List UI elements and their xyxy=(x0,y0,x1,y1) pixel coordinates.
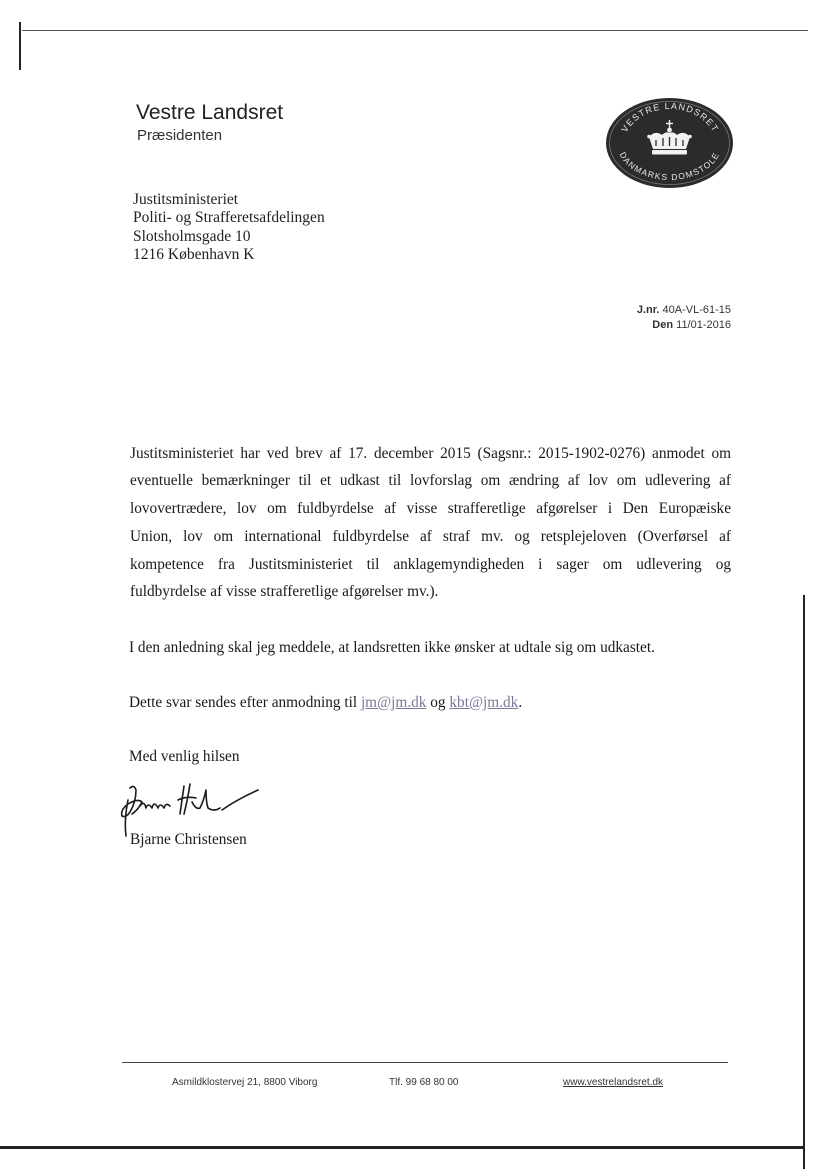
closing-greeting: Med venlig hilsen xyxy=(129,748,240,765)
email-link-kbt[interactable]: kbt@jm.dk xyxy=(449,694,519,711)
body-paragraph-1-line-4: Union, lov om international fuldbyrdelse af straf mv. og retsplejeloven (Overførsel af xyxy=(130,528,731,545)
journal-number-label: J.nr. xyxy=(636,304,660,316)
court-name: Vestre Landsret xyxy=(136,101,284,124)
recipient-line-2: Politi- og Strafferetsafdelingen xyxy=(133,209,325,226)
body-paragraph-1-line-2: eventuelle bemærkninger til et udkast til lovforslag om ændring af lov om udlevering af xyxy=(130,472,731,489)
seal-top-text: VESTRE LANDSRET xyxy=(619,100,721,134)
body-paragraph-2: I den anledning skal jeg meddele, at landsretten ikke ønsker at udtale sig om udkastet. xyxy=(129,639,655,656)
scan-edge-right xyxy=(803,595,805,1169)
footer-divider xyxy=(122,1062,728,1063)
recipient-line-3: Slotsholmsgade 10 xyxy=(133,228,251,245)
footer-website-link[interactable]: www.vestrelandsret.dk xyxy=(563,1077,664,1088)
journal-number xyxy=(637,304,731,316)
footer-phone: Tlf. 99 68 80 00 xyxy=(389,1077,459,1088)
letter-date xyxy=(652,319,731,331)
paragraph-3-prefix: Dette svar sendes efter anmodning til xyxy=(129,694,358,711)
court-seal xyxy=(605,97,734,189)
journal-number-value: 40A-VL-61-15 xyxy=(662,304,731,316)
body-paragraph-1-line-6: fuldbyrdelse af visse strafferetlige afgørelser mv.). xyxy=(130,583,439,600)
paragraph-3-suffix: . xyxy=(518,694,523,711)
body-paragraph-3 xyxy=(129,694,522,712)
email-link-jm[interactable]: jm@jm.dk xyxy=(360,694,427,711)
letter-date-value: 11/01-2016 xyxy=(676,319,731,331)
seal-bottom-text: DANMARKS DOMSTOLE xyxy=(617,150,722,183)
seal-graphic xyxy=(605,97,734,189)
scan-edge-bottom xyxy=(0,1146,805,1149)
scan-edge-top xyxy=(22,30,808,31)
body-paragraph-1-line-1: Justitsministeriet har ved brev af 17. december 2015 (Sagsnr.: 2015-1902-0276) anmodet om xyxy=(130,445,731,462)
signer-name: Bjarne Christensen xyxy=(130,831,247,848)
court-subtitle: Præsidenten xyxy=(137,127,223,144)
recipient-line-1: Justitsministeriet xyxy=(133,191,239,208)
paragraph-3-and: og xyxy=(430,694,446,711)
footer-address: Asmildklostervej 21, 8800 Viborg xyxy=(172,1077,318,1088)
body-paragraph-1-line-3: lovovertrædere, lov om fuldbyrdelse af visse strafferetlige afgørelser i Den Europæiske xyxy=(130,500,731,517)
scan-edge-left xyxy=(19,22,21,70)
recipient-line-4: 1216 København K xyxy=(133,246,255,263)
body-paragraph-1-line-5: kompetence fra Justitsministeriet til anklagemyndigheden i sager om udlevering og xyxy=(130,556,731,573)
letter-date-label: Den xyxy=(652,319,674,331)
